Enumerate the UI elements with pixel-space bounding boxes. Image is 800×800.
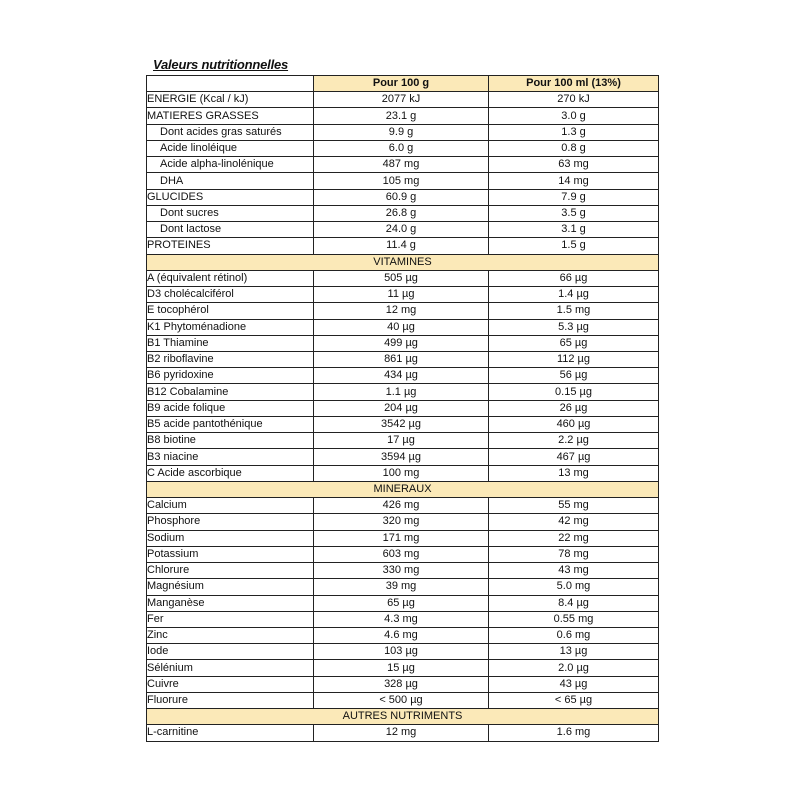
table-row: [147, 725, 659, 741]
nutrient-name: Acide linoléique: [147, 140, 314, 156]
section-header-row: [147, 481, 659, 497]
nutrient-name: ENERGIE (Kcal / kJ): [147, 92, 314, 108]
section-heading: AUTRES NUTRIMENTS: [147, 709, 659, 725]
value-per-100g: 60.9 g: [314, 189, 489, 205]
nutrient-name: Phosphore: [147, 514, 314, 530]
value-per-100ml: 2.0 µg: [489, 660, 659, 676]
value-per-100ml: 1.5 mg: [489, 303, 659, 319]
table-row: [147, 124, 659, 140]
value-per-100g: 65 µg: [314, 595, 489, 611]
value-per-100ml: 1.3 g: [489, 124, 659, 140]
value-per-100ml: 13 mg: [489, 465, 659, 481]
value-per-100ml: 0.55 mg: [489, 611, 659, 627]
table-row: [147, 319, 659, 335]
nutrient-name: Sodium: [147, 530, 314, 546]
nutrient-name: B12 Cobalamine: [147, 384, 314, 400]
table-row: [147, 563, 659, 579]
value-per-100ml: 5.3 µg: [489, 319, 659, 335]
value-per-100ml: 66 µg: [489, 270, 659, 286]
table-row: [147, 416, 659, 432]
value-per-100ml: < 65 µg: [489, 692, 659, 708]
nutrient-name: A (équivalent rétinol): [147, 270, 314, 286]
value-per-100g: 603 mg: [314, 546, 489, 562]
table-row: [147, 157, 659, 173]
section-header-row: [147, 709, 659, 725]
value-per-100g: < 500 µg: [314, 692, 489, 708]
table-row: [147, 205, 659, 221]
value-per-100ml: 43 mg: [489, 563, 659, 579]
nutrient-name: Iode: [147, 644, 314, 660]
nutrient-name: B6 pyridoxine: [147, 368, 314, 384]
table-row: [147, 660, 659, 676]
table-row: [147, 692, 659, 708]
value-per-100g: 100 mg: [314, 465, 489, 481]
value-per-100ml: 3.5 g: [489, 205, 659, 221]
nutrient-name: Potassium: [147, 546, 314, 562]
table-row: [147, 335, 659, 351]
value-per-100ml: 65 µg: [489, 335, 659, 351]
table-row: [147, 238, 659, 254]
value-per-100ml: 78 mg: [489, 546, 659, 562]
table-row: [147, 140, 659, 156]
nutrient-name: C Acide ascorbique: [147, 465, 314, 481]
document-title: Valeurs nutritionnelles: [153, 57, 289, 72]
table-row: [147, 530, 659, 546]
nutrient-name: D3 cholécalciférol: [147, 287, 314, 303]
header-per-100ml: Pour 100 ml (13%): [489, 76, 659, 92]
nutrient-name: Fer: [147, 611, 314, 627]
nutrient-name: B8 biotine: [147, 433, 314, 449]
table-row: [147, 514, 659, 530]
table-row: [147, 676, 659, 692]
table-row: [147, 287, 659, 303]
table-row: [147, 173, 659, 189]
value-per-100ml: 55 mg: [489, 498, 659, 514]
section-heading: MINERAUX: [147, 481, 659, 497]
table-row: [147, 189, 659, 205]
nutrient-name: K1 Phytoménadione: [147, 319, 314, 335]
table-row: [147, 108, 659, 124]
nutrient-name: L-carnitine: [147, 725, 314, 741]
value-per-100ml: 26 µg: [489, 400, 659, 416]
value-per-100g: 24.0 g: [314, 222, 489, 238]
value-per-100ml: 1.4 µg: [489, 287, 659, 303]
header-row: [147, 76, 659, 92]
table-row: [147, 546, 659, 562]
value-per-100ml: 56 µg: [489, 368, 659, 384]
table-row: [147, 270, 659, 286]
value-per-100g: 861 µg: [314, 351, 489, 367]
value-per-100g: 434 µg: [314, 368, 489, 384]
nutrient-name: Manganèse: [147, 595, 314, 611]
value-per-100g: 26.8 g: [314, 205, 489, 221]
nutrient-name: Zinc: [147, 627, 314, 643]
value-per-100ml: 3.0 g: [489, 108, 659, 124]
value-per-100ml: 5.0 mg: [489, 579, 659, 595]
value-per-100g: 2077 kJ: [314, 92, 489, 108]
value-per-100ml: 1.6 mg: [489, 725, 659, 741]
value-per-100ml: 112 µg: [489, 351, 659, 367]
nutrient-name: Fluorure: [147, 692, 314, 708]
table-row: [147, 627, 659, 643]
value-per-100g: 487 mg: [314, 157, 489, 173]
table-row: [147, 92, 659, 108]
nutrient-name: Dont sucres: [147, 205, 314, 221]
value-per-100g: 103 µg: [314, 644, 489, 660]
value-per-100ml: 3.1 g: [489, 222, 659, 238]
header-per-100g: Pour 100 g: [314, 76, 489, 92]
nutrient-name: Chlorure: [147, 563, 314, 579]
nutrient-name: B5 acide pantothénique: [147, 416, 314, 432]
value-per-100g: 499 µg: [314, 335, 489, 351]
value-per-100ml: 42 mg: [489, 514, 659, 530]
value-per-100g: 3594 µg: [314, 449, 489, 465]
table-row: [147, 303, 659, 319]
nutrient-name: Cuivre: [147, 676, 314, 692]
value-per-100g: 12 mg: [314, 303, 489, 319]
value-per-100g: 6.0 g: [314, 140, 489, 156]
value-per-100g: 505 µg: [314, 270, 489, 286]
value-per-100g: 204 µg: [314, 400, 489, 416]
value-per-100g: 4.3 mg: [314, 611, 489, 627]
value-per-100ml: 270 kJ: [489, 92, 659, 108]
value-per-100g: 426 mg: [314, 498, 489, 514]
value-per-100g: 320 mg: [314, 514, 489, 530]
value-per-100g: 1.1 µg: [314, 384, 489, 400]
table-row: [147, 384, 659, 400]
value-per-100g: 3542 µg: [314, 416, 489, 432]
value-per-100ml: 13 µg: [489, 644, 659, 660]
value-per-100g: 9.9 g: [314, 124, 489, 140]
table-row: [147, 368, 659, 384]
nutrient-name: DHA: [147, 173, 314, 189]
value-per-100ml: 460 µg: [489, 416, 659, 432]
nutrient-name: E tocophérol: [147, 303, 314, 319]
value-per-100g: 39 mg: [314, 579, 489, 595]
value-per-100g: 11 µg: [314, 287, 489, 303]
value-per-100g: 328 µg: [314, 676, 489, 692]
nutrient-name: Sélénium: [147, 660, 314, 676]
section-heading: VITAMINES: [147, 254, 659, 270]
value-per-100g: 23.1 g: [314, 108, 489, 124]
value-per-100g: 105 mg: [314, 173, 489, 189]
nutrient-name: Magnésium: [147, 579, 314, 595]
nutrient-name: B3 niacine: [147, 449, 314, 465]
nutrient-name: GLUCIDES: [147, 189, 314, 205]
value-per-100g: 330 mg: [314, 563, 489, 579]
nutrient-name: Dont acides gras saturés: [147, 124, 314, 140]
value-per-100g: 15 µg: [314, 660, 489, 676]
nutrient-name: PROTEINES: [147, 238, 314, 254]
table-row: [147, 579, 659, 595]
value-per-100ml: 14 mg: [489, 173, 659, 189]
value-per-100ml: 0.15 µg: [489, 384, 659, 400]
table-row: [147, 644, 659, 660]
nutrient-name: Calcium: [147, 498, 314, 514]
value-per-100ml: 467 µg: [489, 449, 659, 465]
table-row: [147, 498, 659, 514]
table-row: [147, 595, 659, 611]
value-per-100ml: 7.9 g: [489, 189, 659, 205]
nutrition-table: [146, 75, 659, 742]
nutrient-name: B2 riboflavine: [147, 351, 314, 367]
table-row: [147, 433, 659, 449]
table-row: [147, 611, 659, 627]
value-per-100g: 4.6 mg: [314, 627, 489, 643]
nutrient-name: Acide alpha-linolénique: [147, 157, 314, 173]
value-per-100g: 171 mg: [314, 530, 489, 546]
value-per-100ml: 8.4 µg: [489, 595, 659, 611]
table-row: [147, 351, 659, 367]
table-row: [147, 465, 659, 481]
table-row: [147, 400, 659, 416]
value-per-100g: 11.4 g: [314, 238, 489, 254]
nutrient-name: Dont lactose: [147, 222, 314, 238]
value-per-100ml: 0.6 mg: [489, 627, 659, 643]
nutrient-name: B9 acide folique: [147, 400, 314, 416]
nutrient-name: B1 Thiamine: [147, 335, 314, 351]
table-row: [147, 222, 659, 238]
nutrition-table-body: [147, 76, 659, 742]
value-per-100g: 12 mg: [314, 725, 489, 741]
value-per-100g: 17 µg: [314, 433, 489, 449]
value-per-100g: 40 µg: [314, 319, 489, 335]
value-per-100ml: 43 µg: [489, 676, 659, 692]
nutrient-name: MATIERES GRASSES: [147, 108, 314, 124]
header-empty-cell: [147, 76, 314, 92]
value-per-100ml: 0.8 g: [489, 140, 659, 156]
value-per-100ml: 63 mg: [489, 157, 659, 173]
section-header-row: [147, 254, 659, 270]
value-per-100ml: 22 mg: [489, 530, 659, 546]
value-per-100ml: 1.5 g: [489, 238, 659, 254]
value-per-100ml: 2.2 µg: [489, 433, 659, 449]
table-row: [147, 449, 659, 465]
